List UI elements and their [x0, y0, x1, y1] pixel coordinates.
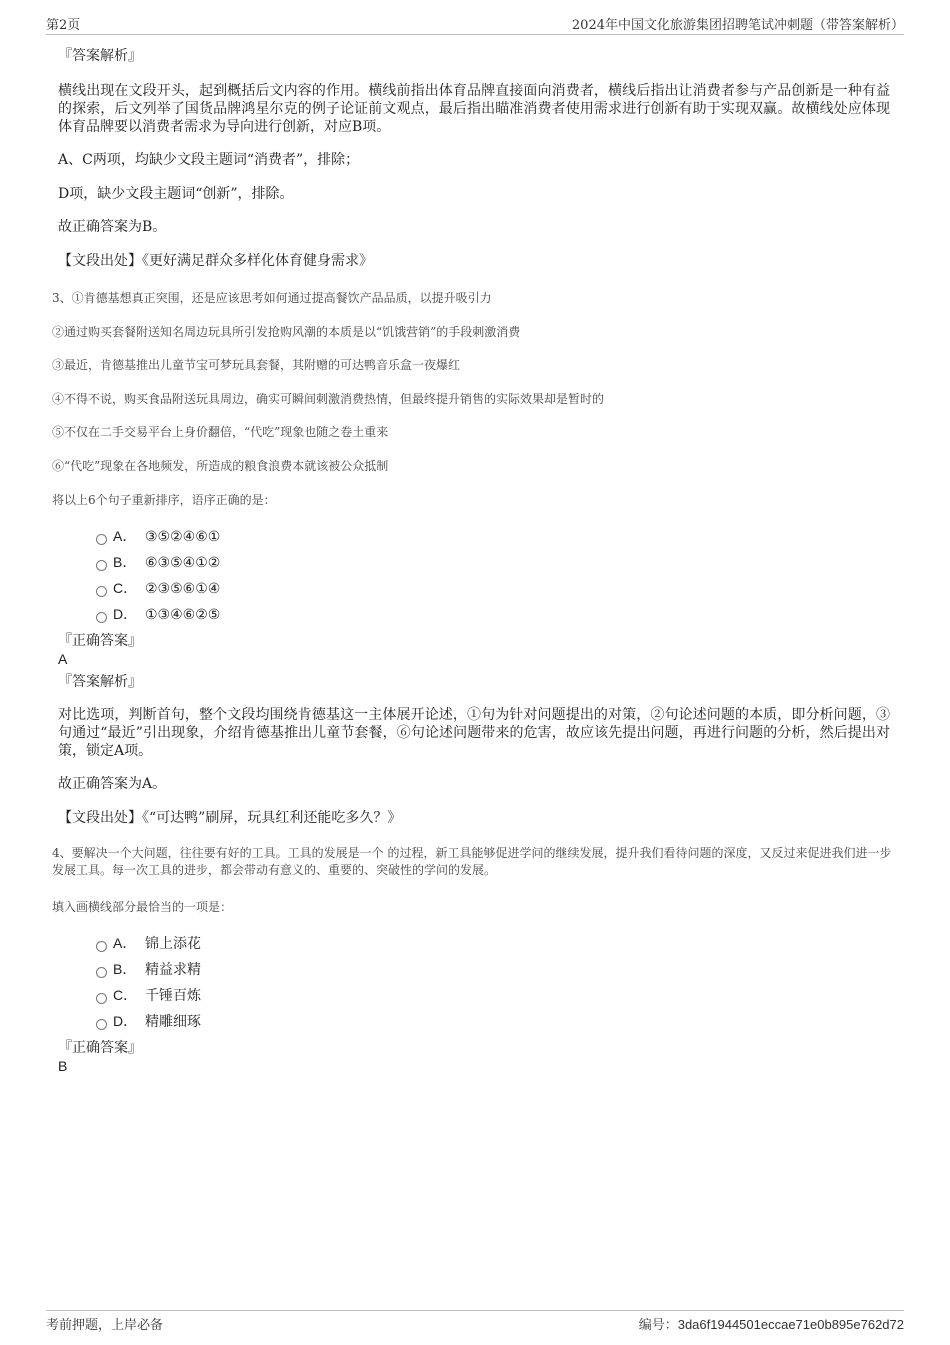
q4-option-b[interactable]: B． 精益求精: [96, 959, 201, 979]
q3-sentence-1: 3、①肯德基想真正突围，还是应该思考如何通过提高餐饮产品品质，以提升吸引力: [52, 291, 492, 305]
radio-icon[interactable]: [96, 941, 107, 952]
radio-icon[interactable]: [96, 993, 107, 1004]
q4-answer-label: 『正确答案』: [58, 1040, 142, 1056]
page-header: [46, 14, 904, 35]
q3-sentence-6: ⑥“代吃”现象在各地频发，所造成的粮食浪费本就该被公众抵制: [52, 459, 389, 473]
page-number: 第2页: [46, 18, 81, 33]
q3-source: 【文段出处】《“可达鸭”刷屏，玩具红利还能吃多久？》: [58, 810, 402, 826]
radio-icon[interactable]: [96, 586, 107, 597]
radio-icon[interactable]: [96, 967, 107, 978]
footer-code: [639, 1314, 904, 1333]
radio-icon[interactable]: [96, 560, 107, 571]
q3-option-a[interactable]: A． ③⑤②④⑥①: [96, 526, 220, 546]
q2-analysis-text: 横线出现在文段开头，起到概括后文内容的作用。横线前指出体育品牌直接面向消费者，横线后指出让消费者参与产品创新是一种有益的探索，后文列举了国货品牌鸿星尔克的例子论证前文观点，最后指出瞄准消费者使用需求进行创新有助于实现双赢。故横线处应体现体育品牌要以消费者需求为导向进行创新，对应B项。: [58, 83, 890, 135]
q3-answer-label: 『正确答案』: [58, 633, 142, 649]
q3-sentence-5: ⑤不仅在二手交易平台上身价翻倍，“代吃”现象也随之卷土重来: [52, 425, 389, 439]
q3-sentence-4: ④不得不说，购买食品附送玩具周边，确实可瞬间刺激消费热情，但最终提升销售的实际效果却是暂时的: [52, 392, 605, 406]
q3-option-c[interactable]: C． ②③⑤⑥①④: [96, 578, 220, 598]
q2-source: 【文段出处】《更好满足群众多样化体育健身需求》: [58, 253, 373, 269]
q4-option-d[interactable]: D． 精雕细琢: [96, 1011, 201, 1031]
q2-note-ac: A、C两项，均缺少文段主题词“消费者”，排除；: [58, 152, 360, 168]
q4-option-c[interactable]: C． 千锤百炼: [96, 985, 201, 1005]
q3-answer: A: [58, 651, 68, 667]
document-title: 2024年中国文化旅游集团招聘笔试冲刺题（带答案解析）: [571, 18, 904, 33]
q3-conclusion: 故正确答案为A。: [58, 776, 167, 792]
q4-prompt: 填入画横线部分最恰当的一项是：: [52, 900, 233, 914]
radio-icon[interactable]: [96, 1019, 107, 1030]
q2-conclusion: 故正确答案为B。: [58, 219, 167, 235]
q3-analysis-label: 『答案解析』: [58, 674, 142, 690]
q4-stem: 4、要解决一个大问题，往往要有好的工具。工具的发展是一个 的过程，新工具能够促进学问的继续发展，提升我们看待问题的深度，又反过来促进我们进一步发展工具。每一次工具的进步，都会带动有意义的、重要的、突破性的学问的发展。: [52, 846, 892, 877]
footer-code-value: 3da6f1944501eccae71e0b895e762d72: [677, 1317, 904, 1332]
q2-analysis-label: 『答案解析』: [58, 48, 142, 64]
footer-code-label: 编号：: [638, 1318, 678, 1333]
q2-note-d: D项，缺少文段主题词“创新”，排除。: [58, 186, 294, 202]
radio-icon[interactable]: [96, 612, 107, 623]
q3-option-d[interactable]: D． ①③④⑥②⑤: [96, 604, 220, 624]
q4-option-a[interactable]: A． 锦上添花: [96, 933, 201, 953]
q3-analysis-text: 对比选项，判断首句，整个文段均围绕肯德基这一主体展开论述，①句为针对问题提出的对策，②句论述问题的本质，即分析问题，③句通过“最近”引出现象，介绍肯德基推出儿童节套餐，⑥句论述问题带来的危害，故应该先提出问题，再进行问题的分析，然后提出对策，锁定A项。: [58, 707, 890, 759]
q3-prompt: 将以上6个句子重新排序，语序正确的是：: [52, 493, 276, 507]
q3-option-b[interactable]: B． ⑥③⑤④①②: [96, 552, 220, 572]
q3-sentence-3: ③最近，肯德基推出儿童节宝可梦玩具套餐，其附赠的可达鸭音乐盒一夜爆红: [52, 358, 461, 372]
page-footer: [46, 1310, 904, 1336]
radio-icon[interactable]: [96, 534, 107, 545]
q3-sentence-2: ②通过购买套餐附送知名周边玩具所引发抢购风潮的本质是以“饥饿营销”的手段刺激消费: [52, 325, 521, 339]
q4-answer: B: [58, 1058, 68, 1074]
footer-slogan: 考前押题，上岸必备: [46, 1318, 164, 1333]
